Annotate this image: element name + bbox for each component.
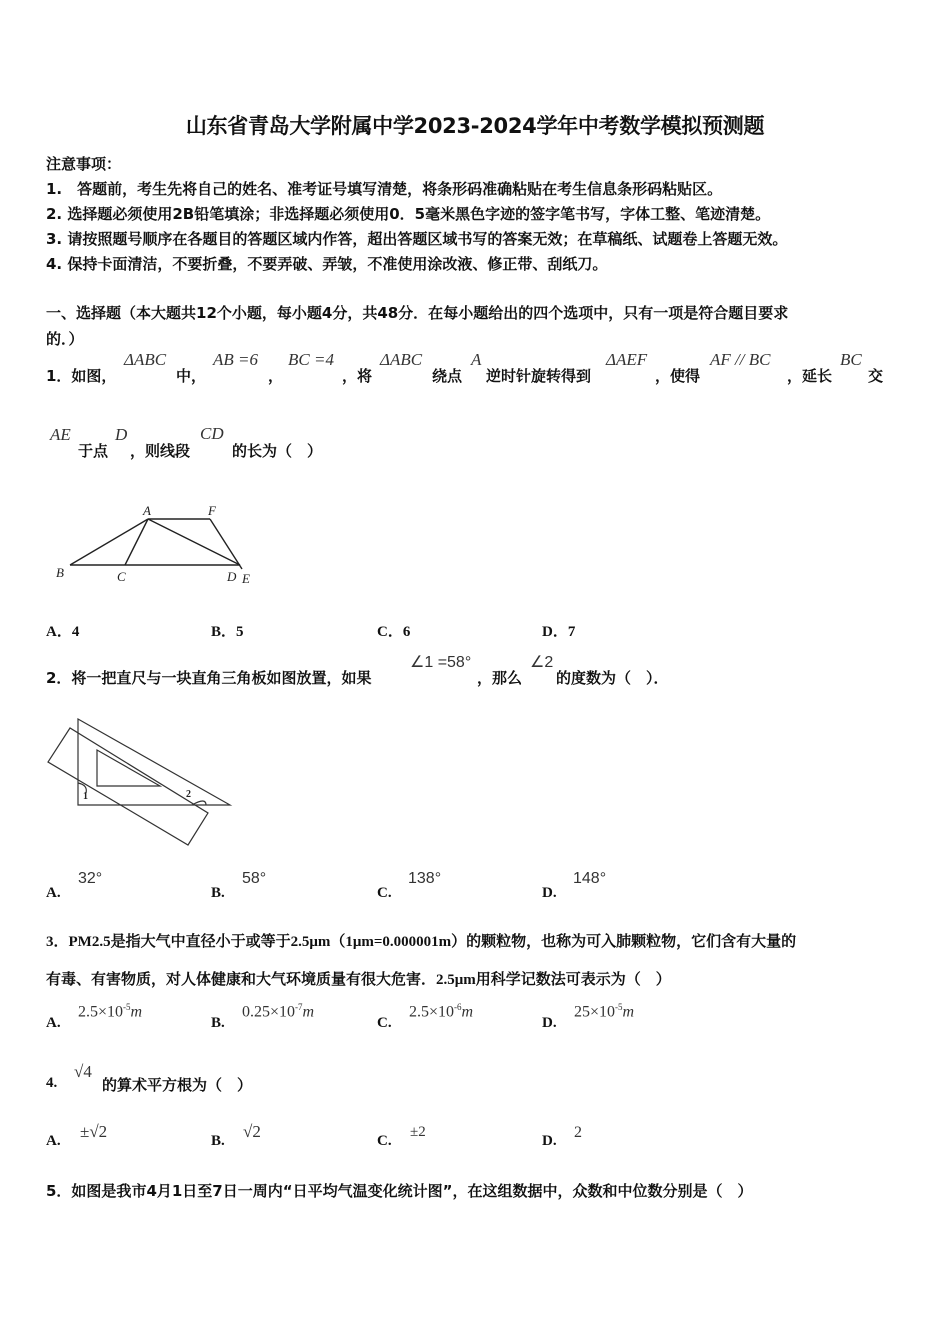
q1-text: 绕点 xyxy=(432,367,463,385)
q1-math-triangle-aef: ΔAEF xyxy=(606,350,648,369)
q1-option-b[interactable] xyxy=(211,620,244,641)
section-heading-line2: 的．） xyxy=(46,330,84,348)
q2-option-b-value: 58° xyxy=(242,870,267,887)
q1-text: ，使得 xyxy=(655,367,701,385)
q4-math-sqrt4: √4 xyxy=(74,1062,92,1081)
q1-triangle-figure xyxy=(40,495,280,595)
q4-option-b-value: √2 xyxy=(243,1122,261,1141)
value-exponent: -7 xyxy=(295,1002,303,1012)
value-unit: m xyxy=(461,1003,474,1021)
q1-text: 逆时针旋转得到 xyxy=(486,367,592,385)
q4-option-c-value: ±2 xyxy=(410,1124,426,1140)
q3-text-line2: 有毒、有害物质，对人体健康和大气环境质量有很大危害．2.5μm用科学记数法可表示为（ ） xyxy=(46,972,671,988)
value-exponent: -6 xyxy=(454,1002,462,1012)
option-label: C. xyxy=(377,1133,392,1149)
option-label: D. xyxy=(542,1015,557,1031)
q2-option-b[interactable] xyxy=(211,885,225,902)
option-value: 7 xyxy=(567,624,576,640)
q3-option-b-value xyxy=(242,1002,314,1021)
q3-option-d-value xyxy=(574,1002,634,1021)
value-base: 2.5×10 xyxy=(409,1003,455,1021)
q1-text: 于点 xyxy=(78,442,109,460)
q1-math-cd: CD xyxy=(200,424,224,443)
option-label: C. xyxy=(377,885,392,901)
q1-math-bc: BC =4 xyxy=(288,350,334,369)
q3-option-c-value xyxy=(409,1002,473,1021)
q1-text: ，将 xyxy=(342,367,373,385)
option-label: A. xyxy=(46,885,61,901)
option-label: C． xyxy=(377,624,403,640)
notice-item-3: 3. 请按照题号顺序在各题目的答题区域内作答，超出答题区域书写的答案无效；在草稿纸、试题卷上答题无效。 xyxy=(46,230,788,248)
option-label: A． xyxy=(46,624,72,640)
q5-text: 5．如图是我市4月1日至7日一周内“日平均气温变化统计图”，在这组数据中，众数和中位数分别是（ ） xyxy=(46,1182,753,1200)
q1-math-ae: AE xyxy=(50,425,71,444)
option-value: 4 xyxy=(71,624,80,640)
q4-option-d-value: 2 xyxy=(574,1124,582,1141)
q2-text: 2．将一把直尺与一块直角三角板如图放置，如果 xyxy=(46,669,372,687)
option-label: B. xyxy=(211,1133,225,1149)
section-heading-line1: 一、选择题（本大题共12个小题，每小题4分，共48分．在每小题给出的四个选项中，只有一项是符合题目要求 xyxy=(46,304,789,322)
q1-option-d[interactable] xyxy=(542,620,575,641)
figure-label-b: B xyxy=(56,565,64,580)
q1-text: 的长为（ ） xyxy=(232,442,323,460)
q3-option-a-value xyxy=(78,1002,142,1021)
option-value: 6 xyxy=(402,624,411,640)
notice-item-1: 1. 答题前，考生先将自己的姓名、准考证号填写清楚，将条形码准确粘贴在考生信息条形码粘贴区。 xyxy=(46,180,723,198)
q1-math-a: A xyxy=(471,350,482,369)
q1-math-triangle-abc: ΔABC xyxy=(124,350,167,369)
q2-text: 的度数为（ ）． xyxy=(556,669,669,687)
value-unit: m xyxy=(302,1003,315,1021)
q3-option-b[interactable] xyxy=(211,1015,225,1032)
q1-math-d: D xyxy=(115,425,128,444)
q4-number: 4. xyxy=(46,1075,58,1091)
q1-option-c[interactable] xyxy=(377,620,410,641)
notice-heading: 注意事项： xyxy=(46,155,122,173)
q1-text: 中， xyxy=(176,367,207,385)
q2-text: ，那么 xyxy=(477,669,523,687)
q3-text-line1: 3．PM2.5是指大气中直径小于或等于2.5μm（1μm=0.000001m）的颗粒物，也称为可入肺颗粒物，它们含有大量的 xyxy=(46,934,797,950)
q1-number: 1．如图， xyxy=(46,367,117,385)
value-base: 0.25×10 xyxy=(242,1003,296,1021)
q1-option-a[interactable] xyxy=(46,620,79,641)
figure-label-f: F xyxy=(208,503,216,518)
angle-1-label: 1 xyxy=(83,791,88,802)
value-base: 25×10 xyxy=(574,1003,616,1021)
value-unit: m xyxy=(130,1003,143,1021)
option-label: B. xyxy=(211,885,225,901)
option-label: D. xyxy=(542,885,557,901)
q2-option-c-value: 138° xyxy=(408,870,442,887)
q3-option-d[interactable] xyxy=(542,1015,557,1032)
q4-option-d[interactable] xyxy=(542,1133,557,1150)
q3-option-c[interactable] xyxy=(377,1015,392,1032)
q2-option-c[interactable] xyxy=(377,885,392,902)
q2-ruler-triangle-figure xyxy=(40,705,240,855)
q1-text: ，则线段 xyxy=(130,442,191,460)
page-title: 山东省青岛大学附属中学2023-2024学年中考数学模拟预测题 xyxy=(185,114,765,138)
figure-label-d: D xyxy=(227,569,237,584)
option-label: B． xyxy=(211,624,237,640)
figure-label-a: A xyxy=(143,503,151,518)
q1-math-bc-2: BC xyxy=(840,350,862,369)
figure-label-e: E xyxy=(242,571,250,586)
q2-math-angle2: ∠2 xyxy=(530,654,554,671)
q4-text: 的算术平方根为（ ） xyxy=(102,1076,253,1094)
q2-option-a[interactable] xyxy=(46,885,61,902)
q4-option-c[interactable] xyxy=(377,1133,392,1150)
q1-text: ， xyxy=(268,367,284,385)
option-label: D． xyxy=(542,624,568,640)
q1-text: ，延长 xyxy=(787,367,833,385)
q4-option-a[interactable] xyxy=(46,1133,61,1150)
value-exponent: -5 xyxy=(615,1002,623,1012)
option-value: 5 xyxy=(236,624,244,640)
q3-option-a[interactable] xyxy=(46,1015,61,1032)
option-label: C. xyxy=(377,1015,392,1031)
q1-text: 交 xyxy=(868,367,884,385)
value-base: 2.5×10 xyxy=(78,1003,124,1021)
option-label: D. xyxy=(542,1133,557,1149)
q4-option-b[interactable] xyxy=(211,1133,225,1150)
option-label: A. xyxy=(46,1015,61,1031)
figure-label-c: C xyxy=(117,569,126,584)
q2-option-d[interactable] xyxy=(542,885,557,902)
q4-option-a-value: ±√2 xyxy=(80,1122,108,1141)
option-label: B. xyxy=(211,1015,225,1031)
value-unit: m xyxy=(622,1003,635,1021)
q1-math-triangle-abc-2: ΔABC xyxy=(380,350,423,369)
q1-math-ab: AB =6 xyxy=(213,350,258,369)
q2-math-angle1: ∠1 =58° xyxy=(410,654,472,671)
q2-option-d-value: 148° xyxy=(573,870,607,887)
notice-item-4: 4. 保持卡面清洁，不要折叠，不要弄破、弄皱，不准使用涂改液、修正带、刮纸刀。 xyxy=(46,255,608,273)
notice-item-2: 2. 选择题必须使用2B铅笔填涂；非选择题必须使用0．5毫米黑色字迹的签字笔书写，字体工整、笔迹清楚。 xyxy=(46,205,771,223)
q1-math-af-parallel-bc: AF // BC xyxy=(710,350,771,369)
option-label: A. xyxy=(46,1133,61,1149)
angle-2-label: 2 xyxy=(186,789,191,800)
value-exponent: -5 xyxy=(123,1002,131,1012)
q2-option-a-value: 32° xyxy=(78,870,103,887)
